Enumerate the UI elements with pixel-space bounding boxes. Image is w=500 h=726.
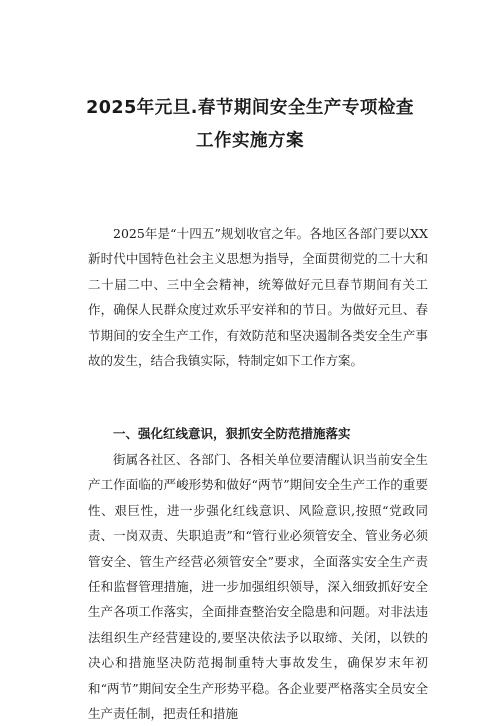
document-title-line-1: 2025年元旦.春节期间安全生产专项检查: [86, 98, 414, 118]
section-heading-1: 一、强化红线意识，狠抓安全防范措施落实: [113, 426, 351, 441]
intro-paragraph: 2025年是“十四五”规划收官之年。各地区各部门要以XX新时代中国特色社会主义思想为指导，全面贯彻党的二十大和二十届二中、三中全会精神，统筹做好元旦春节期间有关工作，确保人民群众度过欢乐平安祥和的节日。为做好元旦、春节期间的安全生产工作，有效防范和坚决遏制各类安全生产事故的发生，结合我镇实际，特制定如下工作方案。: [88, 226, 428, 369]
section-1-paragraph: 街属各社区、各部门、各相关单位要清醒认识当前安全生产工作面临的严峻形势和做好“两节”期间安全生产工作的重要性、艰巨性，进一步强化红线意识、风险意识,按照“党政同责、一岗双责、失职追责”和“管行业必须管安全、管业务必须管安全、管生产经营必须管安全”要求，全面落实安全生产责任和监督管理措施，进一步加强组织领导，深入细致抓好安全生产各项工作落实，全面排查整治安全隐患和问题。对非法违法组织生产经营建设的,要坚决依法予以取缔、关闭，以铁的决心和措施坚决防范揭制重特大事故发生，确保岁末年初和“两节”期间安全生产形势平稳。各企业要严格落实全员安全生产责任制，把责任和措施: [88, 452, 428, 722]
document-title-line-2: 工作实施方案: [196, 131, 304, 151]
